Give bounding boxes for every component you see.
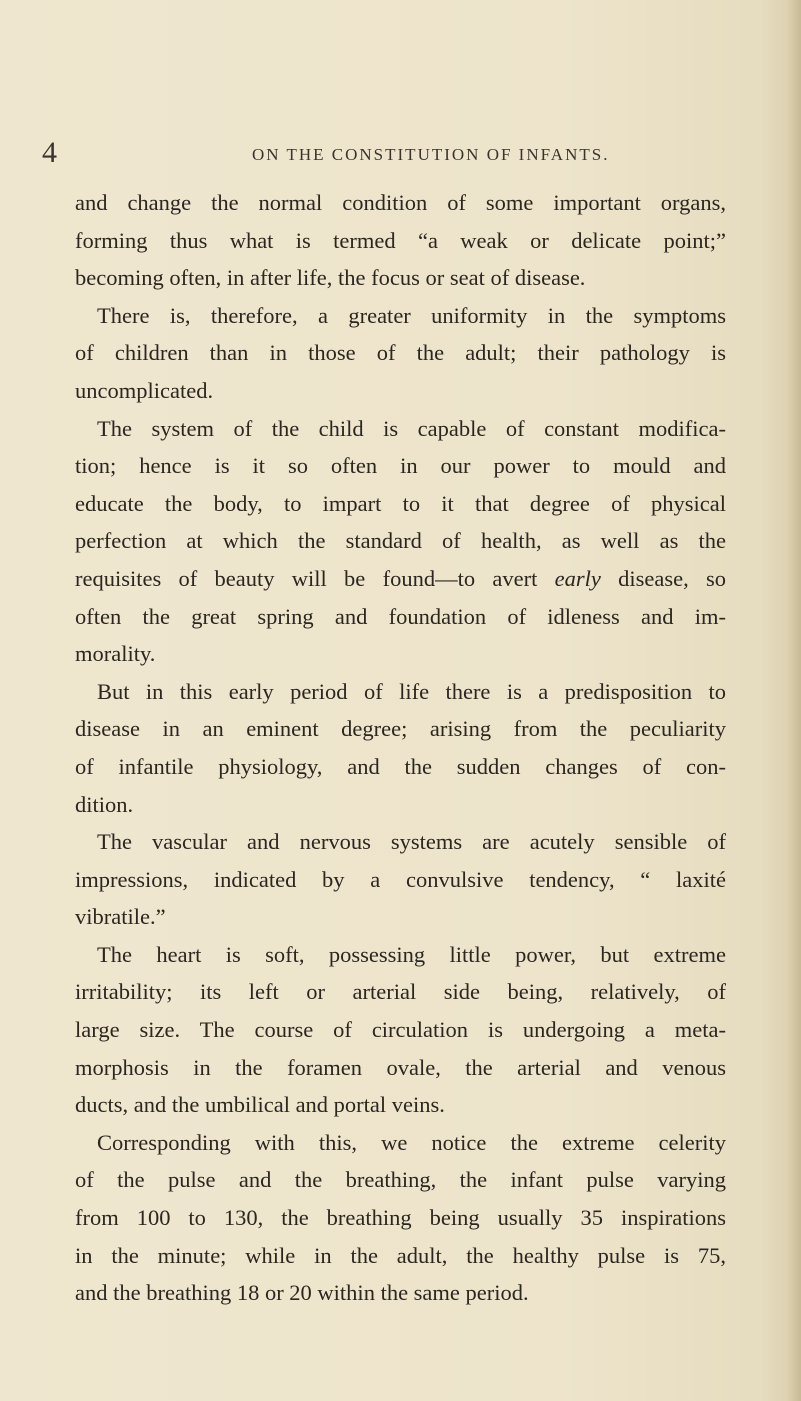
running-head: ON THE CONSTITUTION OF INFANTS.	[252, 145, 610, 164]
text-line: impressions, indicated by a convulsive tendency, “ laxité	[75, 866, 726, 892]
text-line: of infantile physiology, and the sudden changes of con-	[75, 753, 726, 779]
text-line: irritability; its left or arterial side being, relatively, of	[75, 979, 726, 1005]
text-line: uncomplicated.	[75, 377, 214, 403]
text-line: large size. The course of circulation is undergoing a meta-	[75, 1017, 726, 1043]
text-line: The vascular and nervous systems are acutely sensible of	[97, 829, 726, 855]
page-number: 4	[42, 136, 57, 169]
page-header	[42, 138, 662, 168]
text-line: of children than in those of the adult; their pathology is	[75, 340, 726, 366]
text-line: The system of the child is capable of constant modifica-	[97, 415, 726, 441]
text-segment: requisites of beauty will be found—to avert	[75, 565, 538, 591]
text-line: There is, therefore, a greater uniformity in the symptoms	[97, 302, 726, 328]
text-line: becoming often, in after life, the focus or seat of disease.	[75, 265, 586, 291]
text-line: of the pulse and the breathing, the infant pulse varying	[75, 1167, 726, 1193]
page-edge-shadow	[787, 0, 801, 1401]
text-line	[75, 560, 726, 598]
text-line: vibratile.”	[75, 904, 166, 930]
italic-word: early	[554, 565, 601, 591]
text-line: and change the normal condition of some important organs,	[75, 190, 726, 215]
text-line: dition.	[75, 791, 134, 817]
text-segment: disease, so	[618, 565, 727, 591]
text-line: from 100 to 130, the breathing being usually 35 inspirations	[75, 1205, 726, 1231]
text-line: forming thus what is termed “a weak or delicate point;”	[75, 227, 726, 253]
text-line: perfection at which the standard of health, as well as the	[75, 528, 726, 554]
text-line: morality.	[75, 641, 156, 667]
text-line: tion; hence is it so often in our power to mould and	[75, 453, 726, 479]
text-line: The heart is soft, possessing little power, but extreme	[97, 941, 726, 967]
text-line: in the minute; while in the adult, the healthy pulse is 75,	[75, 1242, 726, 1268]
text-line: Corresponding with this, we notice the extreme celerity	[97, 1129, 726, 1155]
text-line: disease in an eminent degree; arising from the peculiarity	[75, 716, 726, 742]
text-line: educate the body, to impart to it that degree of physical	[75, 490, 726, 516]
text-line: and the breathing 18 or 20 within the same period.	[75, 1280, 529, 1306]
text-line: often the great spring and foundation of idleness and im-	[75, 603, 726, 629]
text-line: ducts, and the umbilical and portal veins.	[75, 1092, 445, 1118]
body-text	[75, 184, 726, 1312]
text-line: But in this early period of life there is a predisposition to	[97, 678, 726, 704]
text-line: morphosis in the foramen ovale, the arterial and venous	[75, 1054, 726, 1080]
